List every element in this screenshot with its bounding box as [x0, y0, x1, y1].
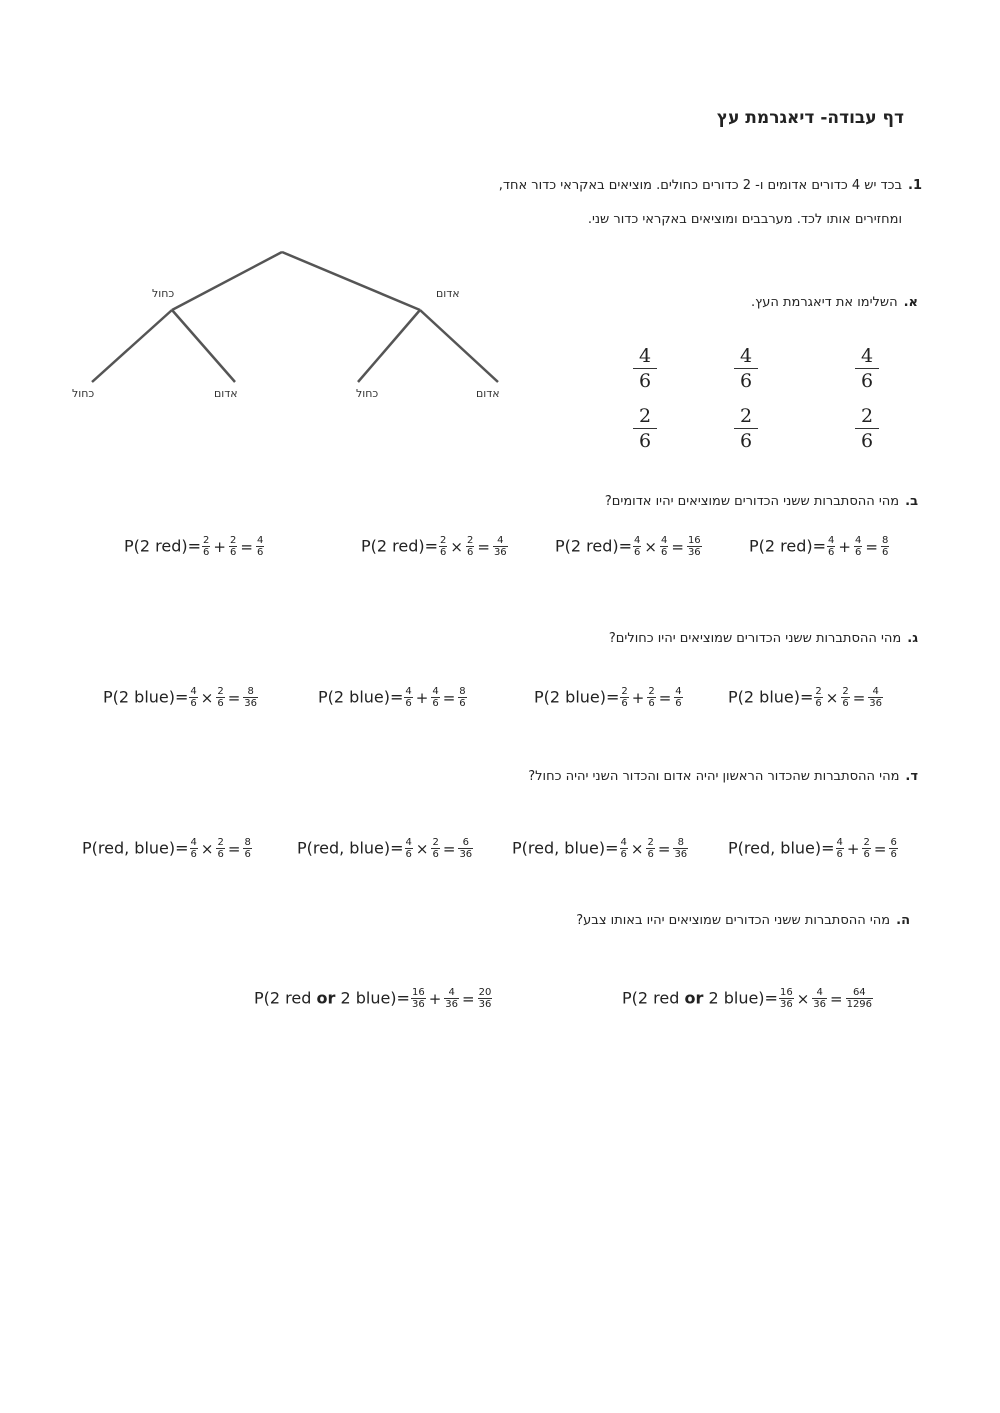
operator: + [213, 537, 226, 556]
equals: = [227, 839, 241, 858]
fraction: $\frac{8}{36}$ [674, 837, 688, 860]
part-c-text: מהי ההסתברות ששני הכדורים שמוציאים יהיו כחולים? [608, 631, 902, 646]
tree-leaf-2: אדום [214, 387, 238, 400]
expr-label-post: 2 blue)= [703, 988, 778, 1008]
denominator: 6 [734, 368, 758, 392]
operator: + [838, 537, 851, 556]
fraction: $\frac{20}{36}$ [478, 987, 492, 1010]
part-b-letter: ב. [905, 494, 918, 509]
denominator: 6 [855, 428, 879, 452]
part-e-letter: ה. [896, 913, 910, 928]
expr-label: P(red, blue)= [512, 838, 619, 858]
fraction: $\frac{2}{6}$ [432, 837, 439, 860]
answer-option[interactable] [728, 687, 884, 709]
equals: = [852, 688, 866, 707]
tree-label-first-red: אדום [436, 287, 460, 300]
operator: + [415, 688, 429, 707]
equals: = [671, 537, 684, 556]
answer-option[interactable] [254, 988, 493, 1010]
equals: = [657, 839, 671, 858]
page-title: דף עבודה- דיאגרמת עץ [716, 108, 904, 128]
expr-label: P(2 red)= [749, 536, 827, 556]
expr-label: P(red, blue)= [728, 838, 835, 858]
equals: = [240, 537, 253, 556]
fraction-card[interactable] [734, 345, 758, 392]
tree-branch-blue-red[interactable] [172, 310, 235, 382]
fraction: $\frac{2}{6}$ [203, 535, 210, 558]
expr-label: P(2 red)= [555, 536, 633, 556]
answer-option[interactable] [124, 536, 265, 558]
answer-option[interactable] [534, 687, 684, 709]
answer-option[interactable] [82, 838, 253, 860]
equals: = [658, 688, 672, 707]
operator: × [200, 839, 214, 858]
part-e-question [576, 913, 910, 928]
denominator: 6 [855, 368, 879, 392]
part-d-text: מהי ההסתברות שהכדור הראשון יהיה אדום והכדור השני יהיה כחול? [528, 769, 900, 784]
fraction: $\frac{16}{36}$ [687, 535, 701, 558]
fraction: $\frac{4}{36}$ [813, 987, 826, 1010]
numerator: 4 [860, 345, 874, 367]
numerator: 2 [739, 405, 753, 427]
expr-label: P(2 blue)= [318, 687, 404, 707]
expr-label: P(2 blue)= [103, 687, 189, 707]
expr-label-pre: P(2 red [254, 988, 317, 1008]
tree-leaf-1: כחול [72, 387, 95, 400]
fraction: $\frac{6}{6}$ [890, 837, 897, 860]
fraction: $\frac{16}{36}$ [411, 987, 425, 1010]
answer-option[interactable] [361, 536, 509, 558]
fraction-card[interactable] [734, 405, 758, 452]
answer-option[interactable] [512, 838, 689, 860]
fraction: $\frac{4}{6}$ [675, 686, 682, 709]
expr-label: P(2 blue)= [728, 687, 814, 707]
fraction: $\frac{4}{6}$ [190, 837, 197, 860]
part-a-text: השלימו את דיאגרמת העץ. [751, 295, 898, 310]
fraction: $\frac{64}{1296}$ [846, 987, 873, 1010]
fraction: $\frac{4}{6}$ [854, 535, 862, 558]
fraction: $\frac{4}{6}$ [190, 686, 197, 709]
operator: × [796, 989, 810, 1008]
numerator: 4 [638, 345, 652, 367]
operator: × [415, 839, 429, 858]
expr-label: P(red, blue)= [82, 838, 189, 858]
fraction: $\frac{2}{6}$ [648, 686, 655, 709]
expr-label-post: 2 blue)= [335, 988, 410, 1008]
fraction: $\frac{2}{6}$ [621, 686, 628, 709]
equals: = [477, 537, 490, 556]
fraction: $\frac{4}{6}$ [836, 837, 843, 860]
part-e-text: מהי ההסתברות ששני הכדורים שמוציאים יהיו באותו צבע? [576, 913, 891, 928]
question1-line1 [499, 178, 922, 193]
denominator: 6 [633, 368, 657, 392]
fraction: $\frac{4}{6}$ [620, 837, 627, 860]
numerator: 2 [860, 405, 874, 427]
fraction-card[interactable] [855, 405, 879, 452]
answer-option[interactable] [555, 536, 703, 558]
fraction: $\frac{4}{6}$ [634, 535, 641, 558]
tree-branch-red[interactable] [282, 252, 420, 310]
fraction: $\frac{8}{36}$ [244, 686, 258, 709]
expr-label: P(2 blue)= [534, 687, 620, 707]
expr-label: P(2 red)= [124, 536, 202, 556]
fraction: $\frac{4}{6}$ [256, 535, 264, 558]
fraction: $\frac{2}{6}$ [217, 837, 224, 860]
question1-number: 1. [908, 178, 922, 193]
fraction: $\frac{2}{6}$ [440, 535, 447, 558]
fraction: $\frac{2}{6}$ [815, 686, 822, 709]
expr-label-pre: P(2 red [622, 988, 685, 1008]
equals: = [865, 537, 878, 556]
fraction-card[interactable] [855, 345, 879, 392]
equals: = [442, 688, 456, 707]
equals: = [227, 688, 241, 707]
part-b-text: מהי ההסתברות ששני הכדורים שמוציאים יהיו אדומים? [604, 494, 900, 509]
expr-label: P(2 red)= [361, 536, 439, 556]
fraction: $\frac{8}{6}$ [244, 837, 251, 860]
expr-label: P(red, blue)= [297, 838, 404, 858]
equals: = [462, 989, 475, 1008]
fraction: $\frac{8}{6}$ [459, 686, 466, 709]
part-b-question [605, 494, 918, 509]
fraction: $\frac{16}{36}$ [779, 987, 793, 1010]
operator: + [631, 688, 645, 707]
operator: + [428, 989, 442, 1008]
answer-option[interactable] [749, 536, 890, 558]
answer-option[interactable] [622, 988, 874, 1010]
tree-label-first-blue: כחול [152, 287, 175, 300]
tree-branch-blue-blue[interactable] [92, 310, 172, 382]
fraction: $\frac{2}{6}$ [842, 686, 849, 709]
fraction: $\frac{4}{6}$ [405, 686, 412, 709]
fraction: $\frac{2}{6}$ [217, 686, 224, 709]
part-a-letter: א. [903, 295, 918, 310]
fraction: $\frac{4}{6}$ [405, 837, 412, 860]
fraction-card[interactable] [633, 345, 657, 392]
operator: × [200, 688, 214, 707]
fraction: $\frac{4}{6}$ [828, 535, 835, 558]
operator: + [846, 839, 860, 858]
part-a-question [751, 295, 918, 310]
fraction: $\frac{4}{36}$ [445, 987, 458, 1010]
tree-leaf-3: כחול [356, 387, 379, 400]
operator: × [825, 688, 839, 707]
part-d-question [528, 769, 918, 784]
part-c-question [609, 631, 918, 646]
fraction: $\frac{6}{36}$ [459, 837, 473, 860]
fraction: $\frac{4}{36}$ [493, 535, 507, 558]
tree-branch-red-red[interactable] [420, 310, 498, 382]
tree-diagram [60, 240, 520, 410]
operator: × [450, 537, 463, 556]
operator: × [644, 537, 657, 556]
tree-leaf-4: אדום [476, 387, 500, 400]
expr-or: or [684, 988, 704, 1008]
fraction-card[interactable] [633, 405, 657, 452]
fraction: $\frac{2}{6}$ [229, 535, 237, 558]
tree-branch-blue[interactable] [172, 252, 282, 310]
fraction: $\frac{4}{6}$ [660, 535, 668, 558]
operator: × [630, 839, 644, 858]
numerator: 4 [739, 345, 753, 367]
equals: = [830, 989, 843, 1008]
part-c-letter: ג. [907, 631, 918, 646]
question1-line2: ומחזירים אותו לכד. מערבבים ומוציאים באקראי כדור שני. [587, 212, 902, 227]
equals: = [873, 839, 887, 858]
answer-option[interactable] [297, 838, 474, 860]
tree-branch-red-blue[interactable] [358, 310, 420, 382]
question1-line1-text: בכד יש 4 כדורים אדומים ו- 2 כדורים כחולים. מוציאים באקראי כדור אחד, [498, 178, 902, 193]
part-d-letter: ד. [905, 769, 918, 784]
fraction: $\frac{8}{6}$ [881, 535, 889, 558]
denominator: 6 [734, 428, 758, 452]
numerator: 2 [638, 405, 652, 427]
equals: = [442, 839, 456, 858]
fraction: $\frac{4}{36}$ [869, 686, 883, 709]
expr-or: or [316, 988, 336, 1008]
answer-option[interactable] [103, 687, 259, 709]
answer-option[interactable] [728, 838, 899, 860]
fraction: $\frac{2}{6}$ [863, 837, 870, 860]
answer-option[interactable] [318, 687, 468, 709]
fraction: $\frac{4}{6}$ [432, 686, 439, 709]
fraction: $\frac{2}{6}$ [647, 837, 654, 860]
fraction: $\frac{2}{6}$ [466, 535, 474, 558]
denominator: 6 [633, 428, 657, 452]
